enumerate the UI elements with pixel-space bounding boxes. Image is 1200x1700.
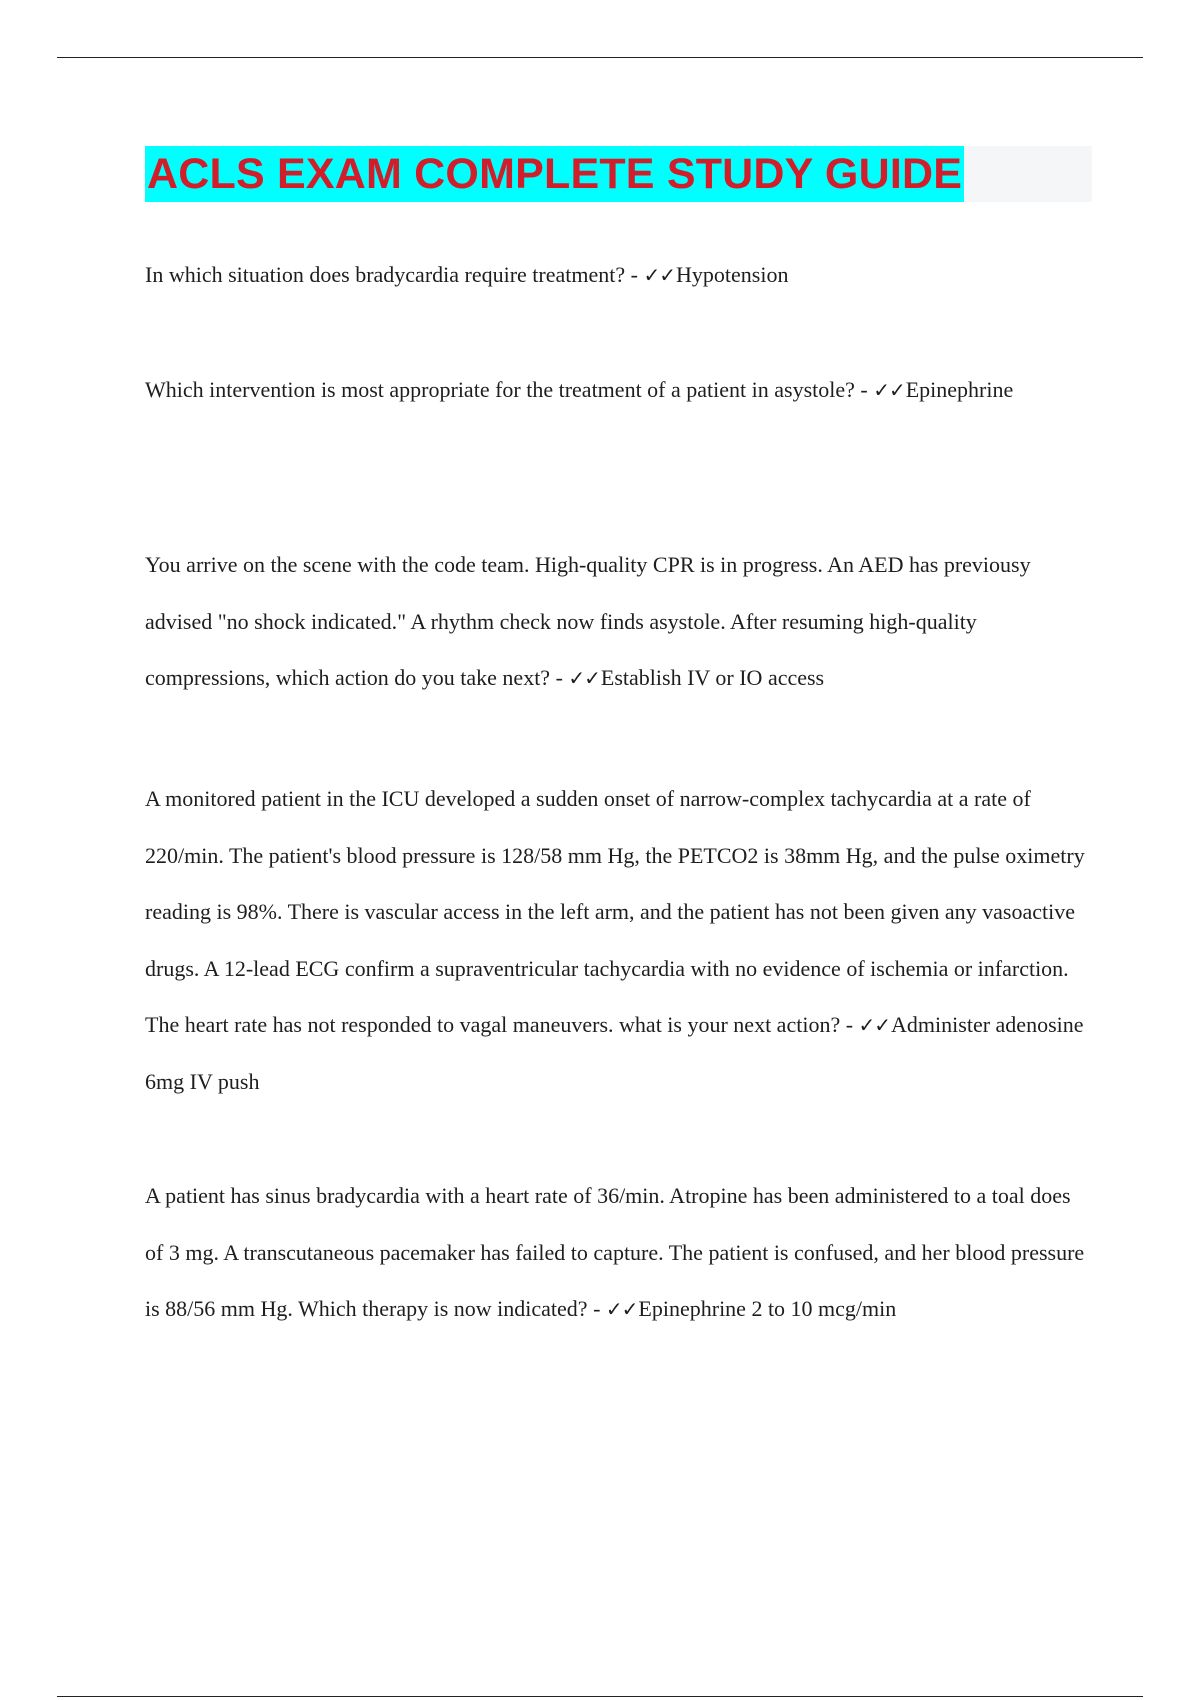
double-check-icon: ✓✓ xyxy=(643,263,675,287)
title-banner xyxy=(145,146,1092,202)
question-text: You arrive on the scene with the code team. High-quality CPR is in progress. An AED has previousy advised "no shock indicated." A rhythm check now finds asystole. After resuming high-quality compressions, which action do you take next? - xyxy=(145,552,1031,690)
bottom-rule xyxy=(57,1696,1143,1697)
double-check-icon: ✓✓ xyxy=(858,1013,891,1037)
qa-item-4 xyxy=(145,771,1090,1110)
question-text: A monitored patient in the ICU developed a sudden onset of narrow-complex tachycardia at a rate of 220/min. The patient's blood pressure is 128/58 mm Hg, the PETCO2 is 38mm Hg, and the pulse oximetry reading is 98%. There is vascular access in the left arm, and the patient has not been given any vasoactive drugs. A 12-lead ECG confirm a supraventricular tachycardia with no evidence of ischemia or infarction. The heart rate has not responded to vagal maneuvers. what is your next action? - xyxy=(145,786,1085,1037)
question-text: Which intervention is most appropriate for the treatment of a patient in asystole? - xyxy=(145,377,874,402)
question-text: In which situation does bradycardia require treatment? - xyxy=(145,262,644,287)
document-title: ACLS EXAM COMPLETE STUDY GUIDE xyxy=(145,146,964,202)
top-rule xyxy=(57,57,1143,58)
answer-text: Epinephrine 2 to 10 mcg/min xyxy=(638,1296,897,1321)
double-check-icon: ✓✓ xyxy=(568,666,600,690)
double-check-icon: ✓✓ xyxy=(873,378,905,402)
qa-item-2 xyxy=(145,362,1090,419)
answer-text: Epinephrine xyxy=(905,377,1014,402)
question-text: A patient has sinus bradycardia with a heart rate of 36/min. Atropine has been administered to a toal does of 3 mg. A transcutaneous pacemaker has failed to capture. The patient is confused, and her blood pressure is 88/56 mm Hg. Which therapy is now indicated? - xyxy=(145,1183,1085,1321)
answer-text: Establish IV or IO access xyxy=(600,665,825,690)
qa-item-3 xyxy=(145,537,1090,707)
answer-text: Hypotension xyxy=(676,262,789,287)
qa-item-1 xyxy=(145,247,1090,304)
double-check-icon: ✓✓ xyxy=(605,1297,638,1321)
qa-item-5 xyxy=(145,1168,1090,1338)
answer-text: Administer adenosine 6mg IV push xyxy=(145,1012,1084,1094)
